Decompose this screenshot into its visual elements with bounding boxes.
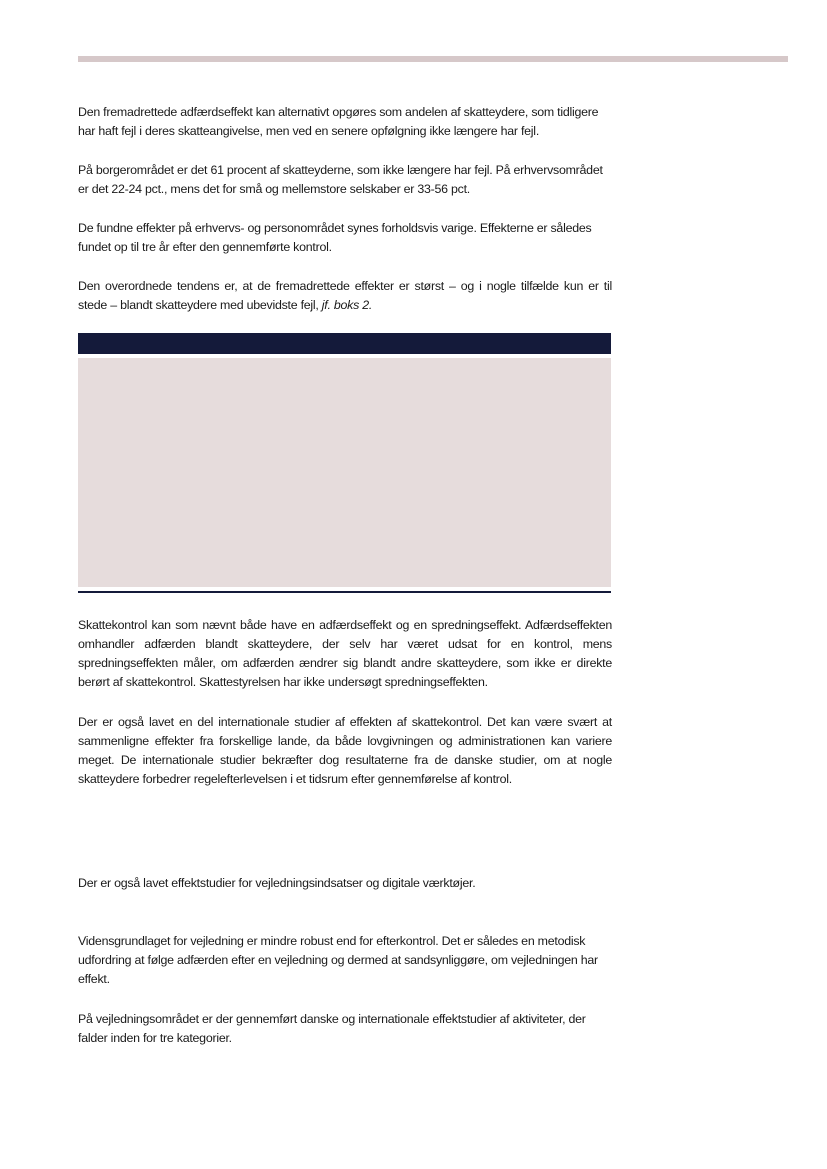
paragraph-adfaerdseffekt-andel: Den fremadrettede adfærdseffekt kan alternativt opgøres som andelen af skatteydere, som tidligere har haft fejl i deres skatteangivelse, men ved en senere opfølgning ikke længere har fejl. xyxy=(78,105,599,138)
paragraph-vidensgrundlag: Vidensgrundlaget for vejledning er mindre robust end for efterkontrol. Det er således en metodisk udfordring at følge adfærden efter en vejledning og dermed at sandsynliggøre, om vejledningen har effekt. xyxy=(78,934,598,986)
paragraph-vejledningsindsatser: Der er også lavet effektstudier for vejledningsindsatser og digitale værktøjer. xyxy=(78,876,476,890)
paragraph-varige-effekter: De fundne effekter på erhvervs- og personområdet synes forholdsvis varige. Effekterne er således fundet op til tre år efter den gennemførte kontrol. xyxy=(78,221,592,254)
paragraph-borgeromraadet: På borgerområdet er det 61 procent af skatteyderne, som ikke længere har fejl. På erhvervsområdet er det 22-24 pct., mens det for små og mellemstore selskaber er 33-56 pct. xyxy=(78,163,603,196)
paragraph-spredningseffekt: Skattekontrol kan som nævnt både have en adfærdseffekt og en spredningseffekt. Adfærdseffekten omhandler adfærden blandt skatteydere, der selv har været udsat for en kontrol, mens spredningseffekten måler, om adfærden ændrer sig blandt andre skatteydere, som ikke er direkte berørt af skattekontrol. Skattestyrelsen har ikke undersøgt spredningseffekten. xyxy=(78,618,612,689)
top-rule xyxy=(78,56,788,62)
box-2-bottom-rule xyxy=(78,591,611,593)
paragraph-overordnet-tendens xyxy=(78,277,612,315)
paragraph-internationale-studier: Der er også lavet en del internationale studier af effekten af skattekontrol. Det kan være svært at sammenligne effekter fra forskellige lande, da både lovgivningen og administrationen kan variere meget. De internationale studier bekræfter dog resultaterne fra de danske studier, om at nogle skatteydere forbedrer regelefterlevelsen i et tidsrum efter gennemførelse af kontrol. xyxy=(78,715,612,786)
box-reference-link: jf. boks 2. xyxy=(321,298,373,312)
box-2-header xyxy=(78,333,611,354)
tendens-text: Den overordnede tendens er, at de fremadrettede effekter er størst – og i nogle tilfælde kun er til stede – blandt skatteydere med ubevidste fejl, xyxy=(78,279,612,312)
paragraph-vejledningsomraadet: På vejledningsområdet er der gennemført danske og internationale effektstudier af aktiviteter, der falder inden for tre kategorier. xyxy=(78,1012,586,1045)
box-2-body xyxy=(78,358,611,587)
